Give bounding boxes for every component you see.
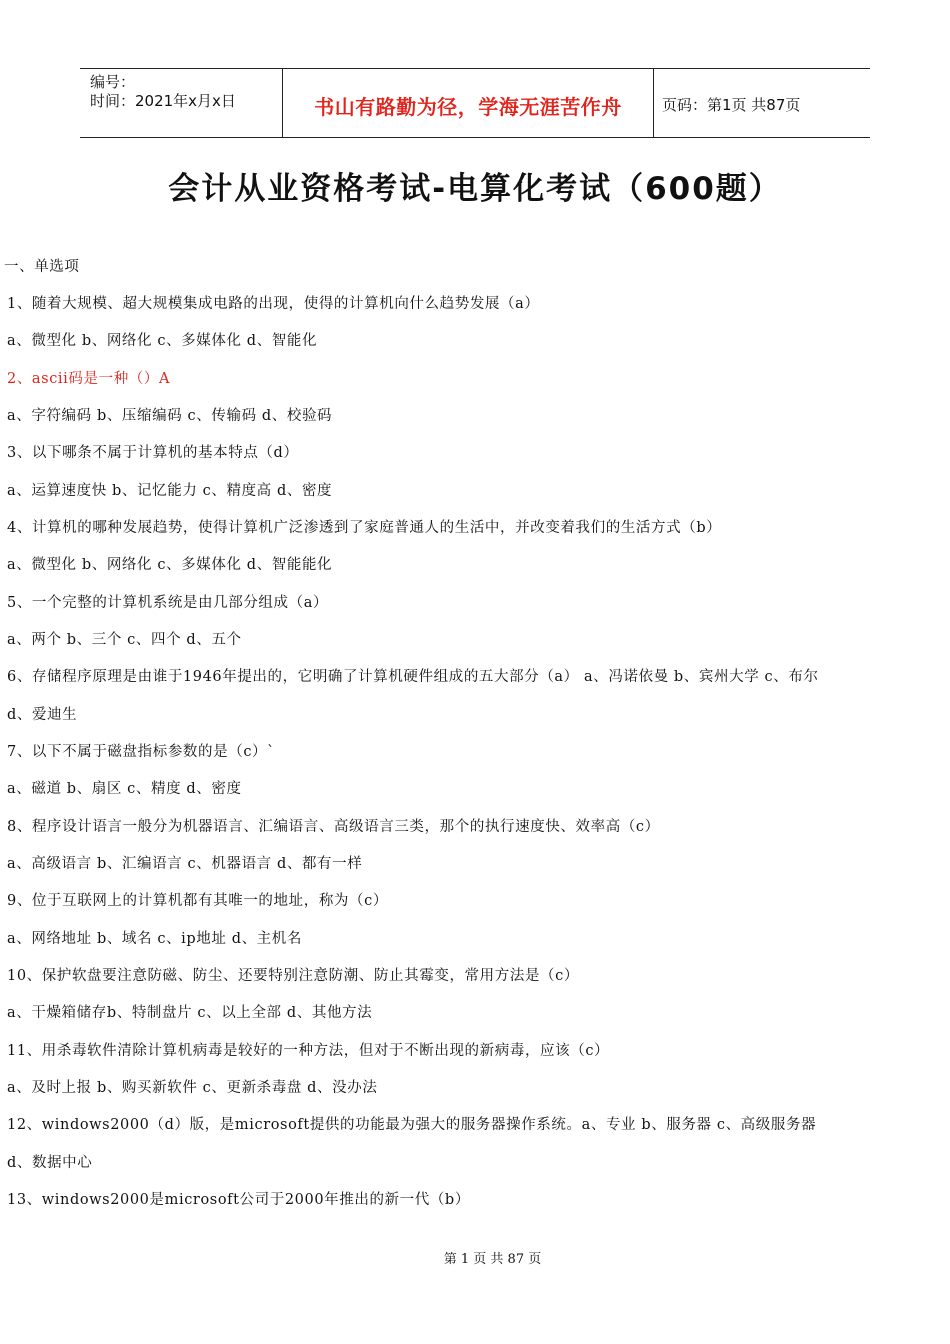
question-line: 6、存储程序原理是由谁于1946年提出的，它明确了计算机硬件组成的五大部分（a） a、冯诺依曼 b、宾州大学 c、布尔	[7, 669, 819, 685]
page-info: 页码：第1页 共87页	[662, 96, 801, 114]
options-line: d、爱迪生	[7, 707, 78, 723]
options-line: a、微型化 b、网络化 c、多媒体化 d、智能能化	[7, 557, 333, 573]
section-heading: 一、单选项	[4, 259, 80, 275]
question-line: 11、用杀毒软件清除计算机病毒是较好的一种方法，但对于不断出现的新病毒，应该（c）	[7, 1043, 610, 1059]
options-line: a、字符编码 b、压缩编码 c、传输码 d、校验码	[7, 408, 333, 424]
question-line: 9、位于互联网上的计算机都有其唯一的地址，称为（c）	[7, 893, 388, 909]
question-line: 4、计算机的哪种发展趋势，使得计算机广泛渗透到了家庭普通人的生活中，并改变着我们的生活方式（b）	[7, 520, 722, 536]
header-meta-cell	[80, 69, 283, 137]
document-header-table	[80, 68, 870, 138]
options-line: a、两个 b、三个 c、四个 d、五个	[7, 632, 242, 648]
motto-text: 书山有路勤为径，学海无涯苦作舟	[314, 95, 622, 119]
document-title: 会计从业资格考试-电算化考试（600题）	[168, 171, 782, 207]
question-line: 13、windows2000是microsoft公司于2000年推出的新一代（b）	[7, 1192, 470, 1208]
question-line: 5、一个完整的计算机系统是由几部分组成（a）	[7, 595, 329, 611]
options-line: d、数据中心	[7, 1155, 93, 1171]
options-line: a、干燥箱储存b、特制盘片 c、以上全部 d、其他方法	[7, 1005, 373, 1021]
question-line: 12、windows2000（d）版，是microsoft提供的功能最为强大的服务器操作系统。a、专业 b、服务器 c、高级服务器	[7, 1117, 817, 1133]
page-footer: 第 1 页 共 87 页	[443, 1252, 542, 1267]
header-page-cell	[654, 69, 870, 137]
code-label: 编号：	[90, 73, 136, 91]
date-label: 时间：2021年x月x日	[90, 92, 236, 110]
options-line: a、网络地址 b、域名 c、ip地址 d、主机名	[7, 931, 302, 947]
options-line: a、及时上报 b、购买新软件 c、更新杀毒盘 d、没办法	[7, 1080, 378, 1096]
options-line: a、运算速度快 b、记忆能力 c、精度高 d、密度	[7, 483, 333, 499]
options-line: a、磁道 b、扇区 c、精度 d、密度	[7, 781, 242, 797]
question-line: 3、以下哪条不属于计算机的基本特点（d）	[7, 445, 299, 461]
header-motto-cell	[283, 69, 654, 137]
question-line: 1、随着大规模、超大规模集成电路的出现，使得的计算机向什么趋势发展（a）	[7, 296, 540, 312]
question-line: 8、程序设计语言一般分为机器语言、汇编语言、高级语言三类，那个的执行速度快、效率高（c）	[7, 819, 660, 835]
question-line: 7、以下不属于磁盘指标参数的是（c）`	[7, 744, 275, 760]
options-line: a、高级语言 b、汇编语言 c、机器语言 d、都有一样	[7, 856, 363, 872]
options-line: a、微型化 b、网络化 c、多媒体化 d、智能化	[7, 333, 318, 349]
question-line: 10、保护软盘要注意防磁、防尘、还要特别注意防潮、防止其霉变，常用方法是（c）	[7, 968, 579, 984]
question-line-highlighted: 2、ascii码是一种（）A	[7, 371, 171, 387]
